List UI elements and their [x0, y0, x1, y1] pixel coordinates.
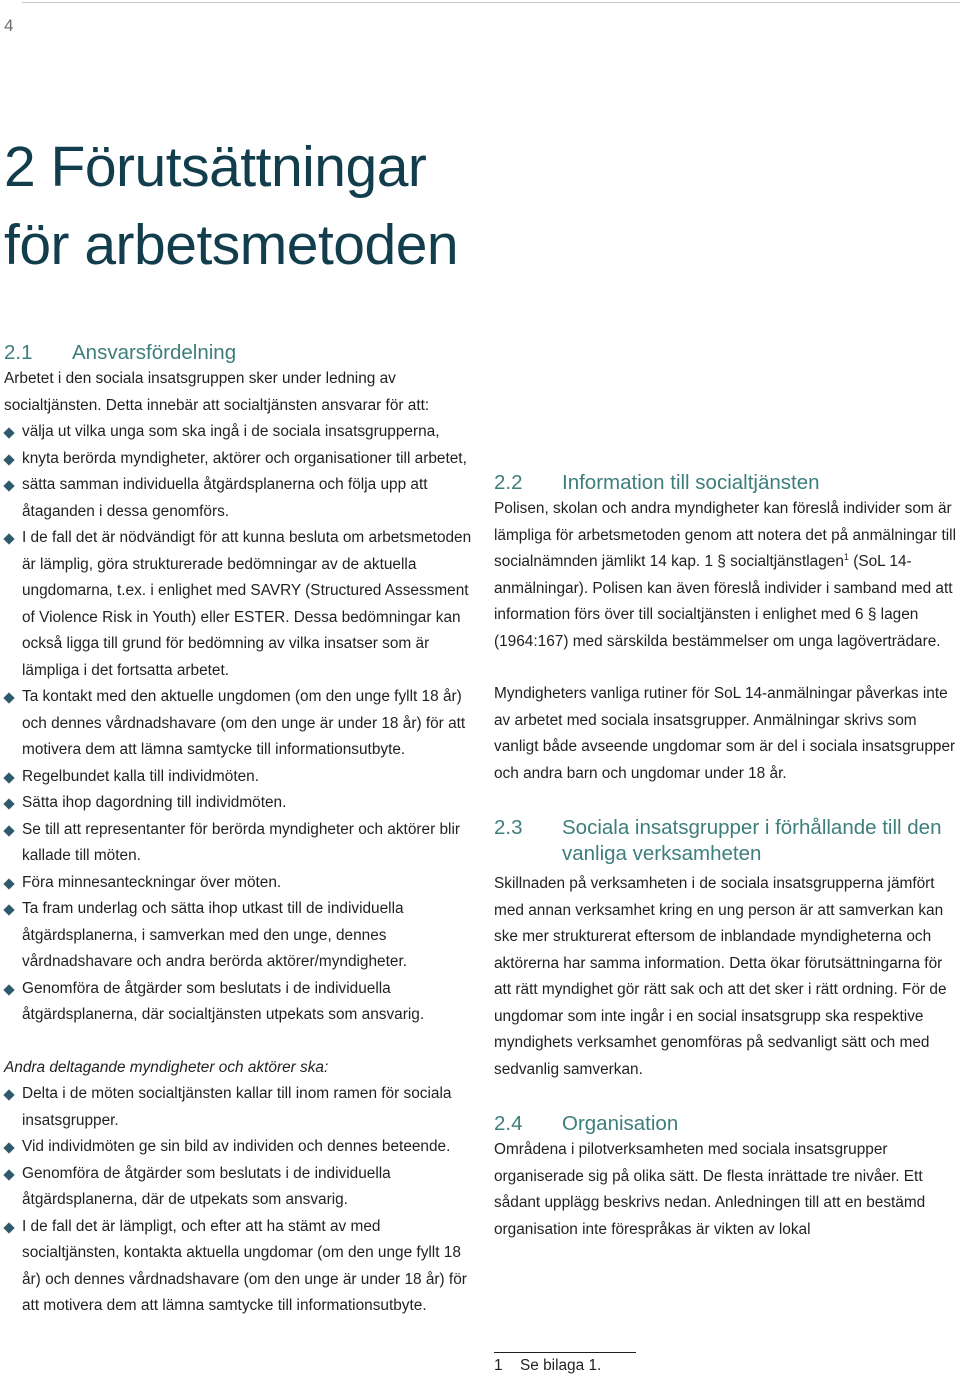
diamond-bullet-icon [3, 772, 14, 783]
others-list [4, 1081, 474, 1320]
section-2-1-heading [4, 340, 474, 366]
section-title: Organisation [562, 1112, 679, 1135]
list-item: välja ut vilka unga som ska ingå i de sociala insatsgrupperna, [4, 419, 474, 446]
section-2-1-intro: Arbetet i den sociala insatsgruppen sker under ledning av socialtjänsten. Detta innebär att socialtjänsten ansvarar för att: [4, 370, 430, 414]
footnote-number: 1 [494, 1357, 503, 1374]
section-number: 2.1 [4, 341, 33, 364]
diamond-bullet-icon [3, 1169, 14, 1180]
diamond-bullet-icon [3, 692, 14, 703]
diamond-bullet-icon [3, 454, 14, 465]
list-item: Ta kontakt med den aktuelle ungdomen (om den unge fyllt 18 år) och dennes vårdnadshavare (om den unge är under 18 år) för att motivera dem att lämna samtycke till informationsutbyte. [4, 684, 474, 764]
diamond-bullet-icon [3, 1089, 14, 1100]
list-item: knyta berörda myndigheter, aktörer och organisationer till arbetet, [4, 446, 474, 473]
section-2-3-heading [494, 815, 960, 867]
diamond-bullet-icon [3, 427, 14, 438]
footnote-ref: 1 [843, 551, 849, 562]
section-number: 2.4 [494, 1112, 523, 1135]
section-2-3 [494, 815, 960, 1083]
diamond-bullet-icon [3, 1222, 14, 1233]
responsibility-list [4, 419, 474, 1029]
list-item: I de fall det är lämpligt, och efter att ha stämt av med socialtjänsten, kontakta aktuella ungdomar (om den unge fyllt 18 år) och dennes vårdnadshavare (om den unge är under 18 år) för att motivera dem att lämna samtycke till informationsutbyte. [4, 1214, 474, 1320]
section-title: Sociala insatsgrupper i förhållande till den vanliga verksamheten [562, 816, 942, 865]
list-item: Sätta ihop dagordning till individmöten. [4, 790, 474, 817]
section-2-4-para: Områdena i pilotverksamheten med sociala insatsgrupper organiserade sig på olika sätt. De flesta inrättade tre nivåer. Ett sådant upplägg beskrivs nedan. Anledningen till att en bestämd organisation inte förespråkas är vikten av lokal [494, 1141, 926, 1238]
section-title: Information till socialtjänsten [562, 471, 820, 494]
list-item: Ta fram underlag och sätta ihop utkast till de individuella åtgärdsplanerna, i samverkan med den unge, dennes vårdnadshavare och andra berörda aktörer/myndigheter. [4, 896, 474, 976]
section-2-4 [494, 1111, 960, 1243]
list-item: Genomföra de åtgärder som beslutats i de individuella åtgärdsplanerna, där de utpekats som ansvarig. [4, 1161, 474, 1214]
others-heading: Andra deltagande myndigheter och aktörer ska: [4, 1058, 329, 1076]
top-rule [22, 2, 960, 3]
section-number: 2.2 [494, 471, 523, 494]
diamond-bullet-icon [3, 533, 14, 544]
diamond-bullet-icon [3, 825, 14, 836]
section-2-2 [494, 470, 960, 787]
list-item: I de fall det är nödvändigt för att kunna besluta om arbetsmetoden är lämplig, göra strukturerade bedömningar av de aktuella ungdomarna, t.ex. i enlighet med SAVRY (Structured Assessment of Violence Risk in Youth) eller ESTER. Dessa bedömningar kan också ligga till grund för bedömning av vilka insatser som är lämpliga i det fortsatta arbetet. [4, 525, 474, 684]
diamond-bullet-icon [3, 480, 14, 491]
section-title: Ansvarsfördelning [72, 341, 237, 364]
section-2-3-para: Skillnaden på verksamheten i de sociala insatsgrupperna jämfört med annan verksamhet kring en ung person är att samverkan kan ske mer strukturerat eftersom de inblandade myndigheterna och aktörerna har samma information. Detta ökar förutsättningarna för att rätt myndighet gör rätt sak och att det sker i rätt ordning. För de ungdomar som inte ingår i en social insatsgrupp ska respektive myndighets verksamhet genomföras på sedvanligt sätt och med sedvanlig samverkan. [494, 875, 947, 1078]
chapter-title [4, 128, 624, 284]
list-item: Föra minnesanteckningar över möten. [4, 870, 474, 897]
list-item: Delta i de möten socialtjänsten kallar till inom ramen för sociala insatsgrupper. [4, 1081, 474, 1134]
chapter-title-line-2: för arbetsmetoden [4, 213, 459, 277]
section-number: 2.3 [494, 816, 523, 839]
footnote-rule [494, 1352, 636, 1353]
list-item: Se till att representanter för berörda myndigheter och aktörer blir kallade till möten. [4, 817, 474, 870]
section-2-2-para-2: Myndigheters vanliga rutiner för SoL 14-anmälningar påverkas inte av arbetet med sociala insatsgrupper. Anmälningar skrivs som vanligt både avseende ungdomar som är del i sociala insatsgrupper och andra barn och ungdomar under 18 år. [494, 685, 956, 782]
diamond-bullet-icon [3, 984, 14, 995]
list-item: Regelbundet kalla till individmöten. [4, 764, 474, 791]
section-2-2-para-1: Polisen, skolan och andra myndigheter kan föreslå individer som är lämpliga för arbetsmetoden genom att notera det på anmälningar till socialnämnden jämlikt 14 kap. 1 § socialtjänstlagen$^1$ (SoL 14-anmälningar). Polisen kan även föreslå individer i samband med att information förs över till socialtjänsten i enlighet med 6 § lagen (1964:167) med särskilda bestämmelser om unga lagöverträdare. [494, 500, 956, 650]
chapter-title-line-1: 2 Förutsättningar [4, 135, 427, 199]
list-item: Genomföra de åtgärder som beslutats i de individuella åtgärdsplanerna, där socialtjänsten utpekats som ansvarig. [4, 976, 474, 1029]
diamond-bullet-icon [3, 878, 14, 889]
diamond-bullet-icon [3, 798, 14, 809]
footnote-text: Se bilaga 1. [520, 1357, 602, 1374]
section-2-2-heading [494, 470, 960, 496]
right-column [494, 340, 960, 1243]
diamond-bullet-icon [3, 904, 14, 915]
list-item: sätta samman individuella åtgärdsplanerna och följa upp att åtaganden i dessa genomförs. [4, 472, 474, 525]
diamond-bullet-icon [3, 1142, 14, 1153]
left-column [4, 340, 474, 1320]
page-number: 4 [4, 16, 14, 35]
section-2-4-heading [494, 1111, 960, 1137]
list-item: Vid individmöten ge sin bild av individen och dennes beteende. [4, 1134, 474, 1161]
footnote [494, 1354, 601, 1378]
